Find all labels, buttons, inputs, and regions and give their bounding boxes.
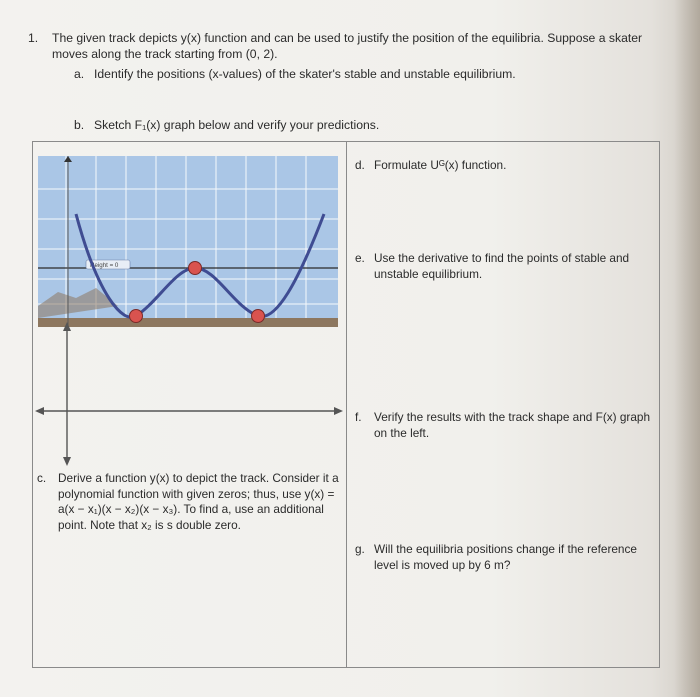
part-b-text: Sketch F₁(x) graph below and verify your predictions. <box>94 118 380 132</box>
x-axis-arrow-left <box>35 407 44 415</box>
sketch-axes <box>35 322 345 467</box>
part-d-text: Formulate Uᴳ(x) function. <box>374 158 507 172</box>
ball-right-valley <box>252 310 265 323</box>
part-g-label: g. <box>355 542 365 556</box>
ball-left-valley <box>130 310 143 323</box>
part-e-label: e. <box>355 251 365 265</box>
height-label: Height = 0 <box>90 262 119 269</box>
part-f-text: Verify the results with the track shape and F(x) graph on the left. <box>374 410 651 440</box>
x-axis-arrow-right <box>334 407 343 415</box>
question-number: 1. <box>28 31 39 45</box>
part-c-label: c. <box>37 471 47 485</box>
question-text: The given track depicts y(x) function and can be used to justify the position of the equilibria. Suppose a skater moves along the track starting from (0, 2). <box>52 31 643 61</box>
table-divider <box>346 141 347 668</box>
page-shadow <box>674 0 700 697</box>
track-simulation-image <box>38 156 338 327</box>
part-b-label: b. <box>74 118 85 132</box>
part-c-text: Derive a function y(x) to depict the track. Consider it a polynomial function with given zeros; thus, use y(x) = a(x − x₁)(x − x₂)(x − x₃). To find a, use an additional point. Note that x₂ is s double zero. <box>58 471 339 532</box>
part-a-text: Identify the positions (x-values) of the skater's stable and unstable equilibrium. <box>94 67 516 81</box>
part-f-label: f. <box>355 410 362 424</box>
part-g-text: Will the equilibria positions change if the reference level is moved up by 6 m? <box>374 542 637 572</box>
part-a-label: a. <box>74 67 85 81</box>
ball-middle-peak <box>189 262 202 275</box>
y-axis-arrow-down <box>63 457 71 466</box>
y-axis-arrow-up <box>63 322 71 331</box>
part-e-text: Use the derivative to find the points of stable and unstable equilibrium. <box>374 251 630 281</box>
part-d-label: d. <box>355 158 365 172</box>
